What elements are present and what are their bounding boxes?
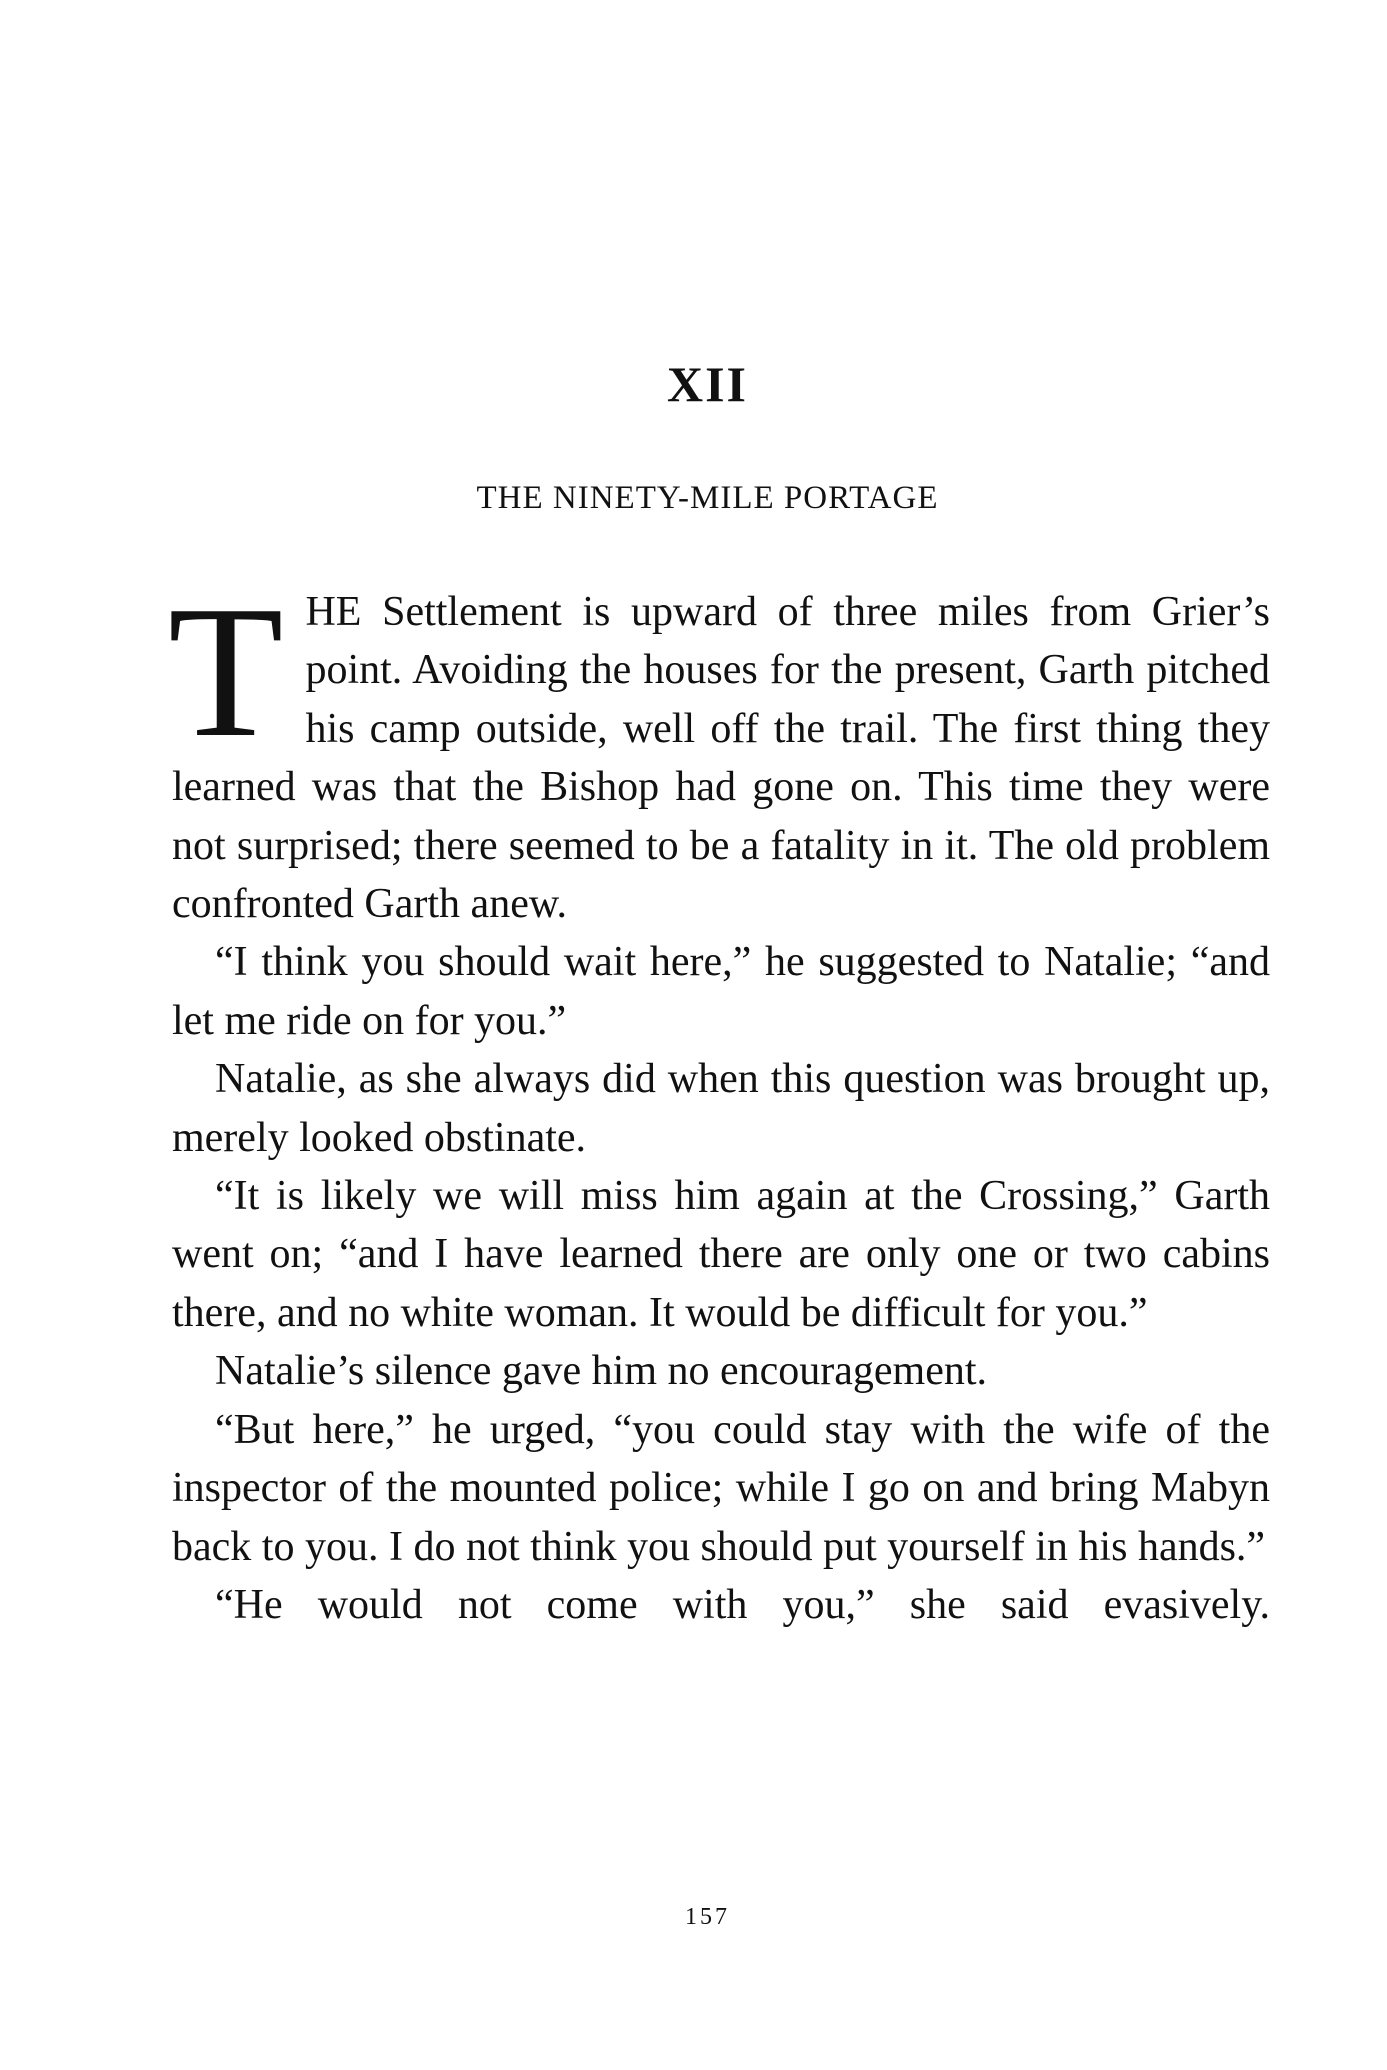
paragraph-6: “But here,” he urged, “you could stay with the wife of the inspector of the mounted police; while I go on and bring Mabyn back to you. I do not think you should put yourself in his hands.” (172, 1406, 1270, 1570)
drop-cap: T (168, 567, 284, 776)
page-number: 157 (685, 1904, 730, 1930)
chapter-title: THE NINETY-MILE PORTAGE (476, 480, 939, 516)
chapter-number: XII (666, 356, 749, 412)
paragraph-1-text: HE Settlement is upward of three miles from Grier’s point. Avoiding the houses for the present, Garth pitched his camp outside, well off the trail. The first thing they learned was that the Bishop had gone on. This time they were not surprised; there seemed to be a fatality in it. The old problem confronted Garth anew. (172, 589, 1270, 928)
paragraph-2: “I think you should wait here,” he suggested to Natalie; “and let me ride on for you.” (172, 939, 1270, 1044)
paragraph-7: “He would not come with you,” she said evasively. (215, 1581, 1270, 1628)
paragraph-5: Natalie’s silence gave him no encouragement. (215, 1348, 988, 1395)
paragraph-3: Natalie, as she always did when this question was brought up, merely looked obstinate. (172, 1056, 1270, 1161)
paragraph-4: “It is likely we will miss him again at the Crossing,” Garth went on; “and I have learned there are only one or two cabins there, and no white woman. It would be difficult for you.” (172, 1173, 1270, 1336)
body-text (168, 567, 1270, 1634)
paragraph-1 (168, 567, 1270, 933)
